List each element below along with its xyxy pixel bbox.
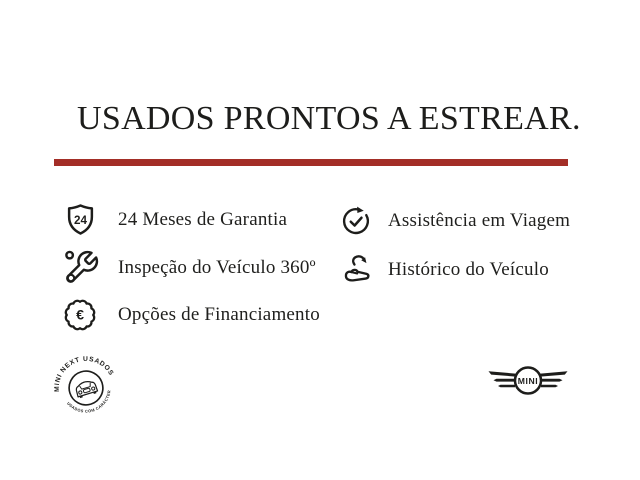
- euro-symbol-text: €: [76, 307, 84, 324]
- shield-24-icon: [63, 202, 118, 237]
- right-wing: [540, 371, 567, 387]
- mini-next-stamp: [49, 351, 123, 425]
- wrench-drop-icon: [63, 249, 118, 286]
- feature-label: Histórico do Veículo: [388, 258, 549, 280]
- car-front-icon: [74, 379, 98, 398]
- stamp-bottom-text: USADOS COM CARÁCTER: [66, 389, 112, 414]
- euro-seal-icon: [63, 298, 118, 332]
- feature-financing: [63, 292, 320, 337]
- stamp-top-text: MINI NEXT USADOS: [53, 355, 115, 392]
- feature-label: Opções de Financiamento: [118, 303, 320, 325]
- feature-label: Inspeção do Veículo 360º: [118, 256, 316, 278]
- feature-inspection: [63, 245, 316, 290]
- feature-history: [341, 247, 549, 292]
- logo-text: MINI: [517, 376, 539, 386]
- feature-warranty: [63, 197, 287, 242]
- circle-check-arrow-icon: [341, 206, 388, 236]
- feature-label: 24 Meses de Garantia: [118, 208, 288, 230]
- shield-badge-text: 24: [74, 214, 87, 228]
- title-underline: [54, 159, 568, 166]
- mini-wings-logo: [488, 361, 568, 401]
- feature-assistance: [341, 198, 570, 243]
- page-title: USADOS PRONTOS A ESTREAR.: [77, 100, 581, 137]
- hand-swoosh-icon: [341, 253, 388, 286]
- left-wing: [489, 371, 516, 387]
- feature-label: Assistência em Viagem: [388, 209, 571, 231]
